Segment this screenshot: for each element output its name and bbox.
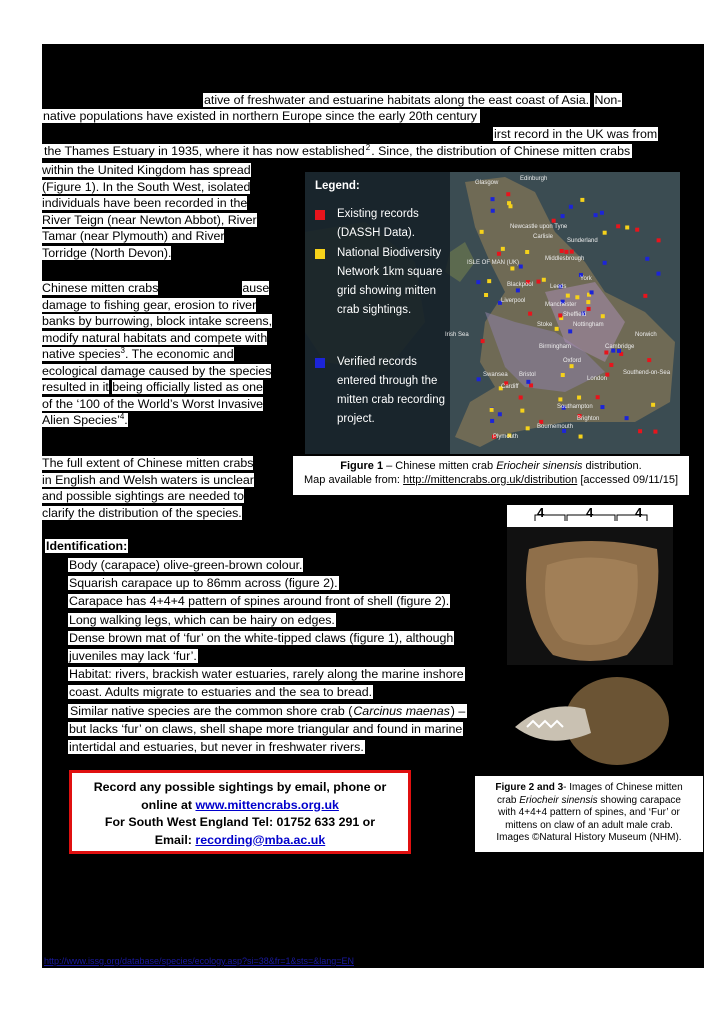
record-marker bbox=[498, 412, 502, 416]
record-marker bbox=[507, 201, 511, 205]
spread-paragraph: within the United Kingdom has spread (Figure 1). In the South West, isolated individuals have been recorded in the River Teign (near Newton Abbot), River Tamar (near Plymouth) and River Torridge (North Devon). bbox=[42, 163, 257, 260]
map-place-label: Swansea bbox=[483, 372, 508, 378]
claw-image bbox=[507, 669, 673, 773]
id-item-similar: but lacks ‘fur’ on claws, shell shape more triangular and found in marine bbox=[69, 721, 463, 736]
record-marker bbox=[525, 250, 529, 254]
intro-line-2: native populations have existed in northern Europe since the early 20th century bbox=[42, 109, 480, 124]
record-marker bbox=[651, 403, 655, 407]
map-place-label: Bristol bbox=[519, 372, 536, 378]
record-marker bbox=[516, 288, 520, 292]
record-marker bbox=[510, 266, 514, 270]
record-marker bbox=[575, 295, 579, 299]
figure-1-caption: Figure 1 – Chinese mitten crab Eriocheir sinensis distribution. Map available from: http://mittencrabs.org.uk/distribution [accessed 09/11/15] bbox=[293, 456, 689, 495]
record-marker bbox=[487, 279, 491, 283]
record-marker bbox=[536, 280, 540, 284]
map-place-label: Leeds bbox=[550, 284, 567, 290]
legend-title: Legend: bbox=[315, 180, 360, 192]
map-place-label: Irish Sea bbox=[445, 332, 469, 338]
id-item: juveniles may lack ‘fur’. bbox=[69, 649, 197, 664]
record-marker bbox=[560, 249, 564, 253]
map-records bbox=[305, 172, 680, 454]
email-link[interactable]: recording@mba.ac.uk bbox=[195, 832, 326, 847]
map-place-label: Cardiff bbox=[501, 384, 519, 390]
id-item: Dense brown mat of ‘fur’ on the white-tipped claws (figure 1), although bbox=[69, 630, 454, 645]
map-place-label: Middlesbrough bbox=[545, 256, 585, 262]
identification-heading: Identification: bbox=[46, 539, 128, 553]
record-marker bbox=[520, 409, 524, 413]
intro-line-1: ative of freshwater and estuarine habitats along the east coast of Asia. Non- bbox=[204, 93, 622, 107]
record-marker bbox=[568, 329, 572, 333]
record-marker bbox=[528, 312, 532, 316]
legend-item-nbn: National Biodiversity Network 1km square grid showing mitten crab sightings. bbox=[337, 247, 443, 316]
record-marker bbox=[542, 278, 546, 282]
record-marker bbox=[586, 300, 590, 304]
record-marker bbox=[580, 198, 584, 202]
id-item: Squarish carapace up to 86mm across (figure 2). bbox=[69, 576, 338, 591]
record-marker bbox=[647, 358, 651, 362]
record-marker bbox=[587, 307, 591, 311]
map-place-label: Glasgow bbox=[475, 180, 499, 186]
record-marker bbox=[596, 395, 600, 399]
record-marker bbox=[476, 280, 480, 284]
record-marker bbox=[657, 238, 661, 242]
spine-label-centre: 4 bbox=[586, 505, 594, 520]
id-item: Body (carapace) olive-green-brown colour. bbox=[69, 558, 303, 572]
id-item: Carapace has 4+4+4 pattern of spines around front of shell (figure 2). bbox=[69, 594, 450, 609]
legend-item-existing: Existing records (DASSH Data). bbox=[337, 208, 419, 239]
map-place-label: Oxford bbox=[563, 358, 582, 364]
record-marker bbox=[616, 224, 620, 228]
record-marker bbox=[594, 213, 598, 217]
record-marker bbox=[558, 313, 562, 317]
record-marker bbox=[625, 416, 629, 420]
record-marker bbox=[653, 430, 657, 434]
record-marker bbox=[519, 395, 523, 399]
record-marker bbox=[590, 290, 594, 294]
map-place-label: Birmingham bbox=[539, 344, 572, 350]
record-marker bbox=[558, 397, 562, 401]
issg-footer-link[interactable]: http://www.issg.org/database/species/ecology.asp?si=38&fr=1&sts=&lang=EN bbox=[44, 956, 355, 966]
map-place-label: Carlisle bbox=[533, 234, 554, 240]
map-place-label: Sunderland bbox=[567, 238, 598, 244]
record-marker bbox=[481, 339, 485, 343]
map-place-label: Bournemouth bbox=[537, 424, 574, 430]
record-marker bbox=[603, 231, 607, 235]
spine-label-left: 4 bbox=[537, 505, 545, 520]
record-marker bbox=[526, 426, 530, 430]
record-marker bbox=[484, 293, 488, 297]
record-marker bbox=[491, 197, 495, 201]
damage-paragraph: Chinese mitten crabs ause damage to fishing gear, erosion to river banks by burrowing, block intake screens, modify natural habitats and compete with native species$^3$. The economic and ecological damage caused by the species resulted in it being officially listed as one of the ‘100 of the World’s Worst Invasive Alien Species’$^4$. bbox=[42, 281, 273, 427]
id-item: Habitat: rivers, brackish water estuaries, rarely along the marine inshore bbox=[69, 667, 464, 682]
record-marker bbox=[566, 294, 570, 298]
identification-list bbox=[68, 556, 467, 756]
map-place-label: Nottingham bbox=[573, 322, 604, 328]
map-place-label: Blackpool bbox=[507, 282, 534, 288]
record-marker bbox=[497, 252, 501, 256]
record-marker bbox=[601, 314, 605, 318]
id-item: Long walking legs, which can be hairy on edges. bbox=[69, 612, 335, 627]
record-marker bbox=[570, 364, 574, 368]
record-marker bbox=[519, 265, 523, 269]
record-marker bbox=[656, 272, 660, 276]
record-marker bbox=[490, 419, 494, 423]
carapace-image bbox=[507, 505, 673, 665]
map-place-label: Newcastle upon Tyne bbox=[510, 224, 568, 230]
record-marker bbox=[552, 219, 556, 223]
record-marker bbox=[561, 214, 565, 218]
map-place-label: Edinburgh bbox=[520, 176, 548, 182]
extent-paragraph: The full extent of Chinese mitten crabs in English and Welsh waters is unclear and possible sightings are needed to clarify the distribution of the species. bbox=[42, 456, 254, 520]
record-marker bbox=[625, 225, 629, 229]
record-marker bbox=[490, 408, 494, 412]
map-place-label: Plymouth bbox=[493, 434, 519, 440]
record-marker bbox=[561, 373, 565, 377]
map-place-label: York bbox=[580, 276, 592, 282]
map-place-label: Liverpool bbox=[501, 298, 526, 304]
distribution-map bbox=[305, 172, 680, 454]
record-marker bbox=[609, 363, 613, 367]
record-marker bbox=[603, 261, 607, 265]
record-marker bbox=[501, 247, 505, 251]
record-marker bbox=[480, 230, 484, 234]
map-place-label: Manchester bbox=[545, 302, 577, 308]
intro-line-4: the Thames Estuary in 1935, where it has now established$^2$. Since, the distribution of Chinese mitten crabs bbox=[44, 142, 631, 158]
map-place-label: ISLE OF MAN (UK) bbox=[467, 260, 520, 266]
map-place-label: London bbox=[587, 376, 608, 382]
record-marker bbox=[604, 350, 608, 354]
record-marker bbox=[491, 209, 495, 213]
record-marker bbox=[600, 211, 604, 215]
record-marker bbox=[477, 377, 481, 381]
legend-item-verified: Verified records entered through the mitten crab recording project. bbox=[337, 356, 446, 425]
id-item-similar: intertidal and estuaries, but never in freshwater rivers. bbox=[69, 740, 364, 755]
record-sightings-box: Record any possible sightings by email, phone or online at www.mittencrabs.org.uk For South West England Tel: 01752 633 291 or Email: recording@mba.ac.uk bbox=[69, 770, 411, 854]
map-place-label: Southend-on-Sea bbox=[623, 370, 671, 376]
record-marker bbox=[638, 429, 642, 433]
distribution-link[interactable]: http://mittencrabs.org.uk/distribution bbox=[403, 474, 578, 486]
spine-label-right: 4 bbox=[635, 505, 643, 520]
id-item-similar: Similar native species are the common shore crab (Carcinus maenas) – bbox=[70, 703, 466, 718]
record-marker bbox=[529, 383, 533, 387]
map-place-label: Sheffield bbox=[563, 312, 587, 318]
map-place-label: Cambridge bbox=[605, 344, 635, 350]
website-link[interactable]: www.mittencrabs.org.uk bbox=[195, 797, 339, 812]
record-marker bbox=[600, 405, 604, 409]
map-place-label: Stoke bbox=[537, 322, 553, 328]
record-marker bbox=[555, 327, 559, 331]
record-marker bbox=[506, 192, 510, 196]
record-marker bbox=[526, 380, 530, 384]
record-marker bbox=[577, 396, 581, 400]
record-marker bbox=[569, 205, 573, 209]
map-place-label: Southampton bbox=[557, 404, 593, 410]
record-marker bbox=[635, 228, 639, 232]
record-marker bbox=[645, 257, 649, 261]
map-place-label: Brighton bbox=[577, 416, 600, 422]
record-marker bbox=[579, 435, 583, 439]
intro-line-3: irst record in the UK was from bbox=[494, 127, 658, 141]
figure-2-caption: Figure 2 and 3- Images of Chinese mitten crab Eriocheir sinensis showing carapace with 4+4+4 pattern of spines, and ‘Fur’ or mittens on claw of an adult male crab. Images ©Natural History Museum (NHM). bbox=[475, 776, 703, 852]
record-marker bbox=[564, 250, 568, 254]
map-place-label: Norwich bbox=[635, 332, 657, 338]
id-item: coast. Adults migrate to estuaries and the sea to bread. bbox=[69, 685, 373, 700]
record-marker bbox=[643, 294, 647, 298]
record-marker bbox=[570, 250, 574, 254]
